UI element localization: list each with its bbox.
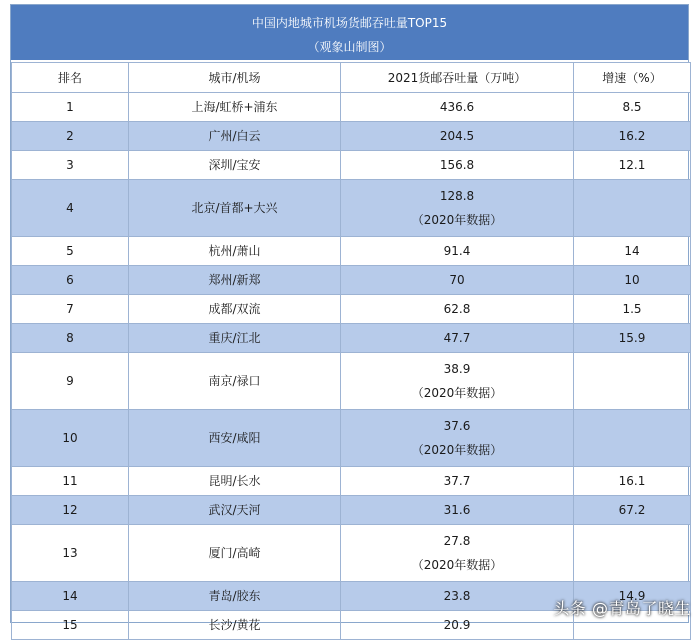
volume-value: 62.8 bbox=[443, 302, 471, 316]
volume-value: 31.6 bbox=[443, 503, 471, 517]
volume-value: 23.8 bbox=[443, 589, 471, 603]
table-frame bbox=[10, 4, 689, 632]
rank-cell: 15 bbox=[12, 611, 129, 640]
title-band bbox=[11, 5, 688, 62]
city-cell: 成都/双流 bbox=[129, 295, 341, 324]
volume-cell bbox=[341, 467, 574, 496]
growth-cell: 16.1 bbox=[574, 467, 691, 496]
table-row bbox=[12, 151, 691, 180]
city-cell: 广州/白云 bbox=[129, 122, 341, 151]
volume-cell bbox=[341, 582, 574, 611]
volume-value: 47.7 bbox=[443, 331, 471, 345]
table-body bbox=[12, 93, 691, 640]
volume-value: 91.4 bbox=[443, 244, 471, 258]
rank-cell: 2 bbox=[12, 122, 129, 151]
table-row bbox=[12, 324, 691, 353]
volume-note: （2020年数据） bbox=[411, 213, 503, 227]
volume-cell bbox=[341, 410, 574, 467]
table-row bbox=[12, 266, 691, 295]
growth-cell: 67.2 bbox=[574, 496, 691, 525]
city-cell: 北京/首都+大兴 bbox=[129, 180, 341, 237]
city-cell: 西安/咸阳 bbox=[129, 410, 341, 467]
rank-cell: 13 bbox=[12, 525, 129, 582]
table-subtitle: （观象山制图） bbox=[307, 40, 392, 54]
rank-cell: 10 bbox=[12, 410, 129, 467]
volume-value: 204.5 bbox=[439, 129, 475, 143]
growth-cell bbox=[574, 353, 691, 410]
table-row bbox=[12, 237, 691, 266]
volume-value: 128.8 bbox=[439, 189, 475, 203]
city-cell: 武汉/天河 bbox=[129, 496, 341, 525]
table-row bbox=[12, 295, 691, 324]
growth-cell: 14.9 bbox=[574, 582, 691, 611]
volume-cell bbox=[341, 496, 574, 525]
volume-note: （2020年数据） bbox=[411, 558, 503, 572]
rank-cell: 5 bbox=[12, 237, 129, 266]
volume-value: 20.9 bbox=[443, 618, 471, 632]
volume-cell bbox=[341, 93, 574, 122]
table-row bbox=[12, 467, 691, 496]
city-cell: 南京/禄口 bbox=[129, 353, 341, 410]
table-row bbox=[12, 93, 691, 122]
volume-cell bbox=[341, 525, 574, 582]
volume-cell bbox=[341, 295, 574, 324]
table-row bbox=[12, 410, 691, 467]
volume-cell bbox=[341, 611, 574, 640]
growth-cell bbox=[574, 410, 691, 467]
volume-value: 436.6 bbox=[439, 100, 475, 114]
city-cell: 青岛/胶东 bbox=[129, 582, 341, 611]
header-city: 城市/机场 bbox=[129, 63, 341, 93]
rank-cell: 14 bbox=[12, 582, 129, 611]
growth-cell: 14 bbox=[574, 237, 691, 266]
volume-cell bbox=[341, 266, 574, 295]
table-title: 中国内地城市机场货邮吞吐量TOP15 bbox=[251, 16, 448, 30]
volume-value: 27.8 bbox=[443, 534, 471, 548]
volume-cell bbox=[341, 122, 574, 151]
cargo-table bbox=[11, 62, 691, 640]
rank-cell: 4 bbox=[12, 180, 129, 237]
city-cell: 杭州/萧山 bbox=[129, 237, 341, 266]
volume-cell bbox=[341, 353, 574, 410]
rank-cell: 9 bbox=[12, 353, 129, 410]
growth-cell bbox=[574, 525, 691, 582]
volume-cell bbox=[341, 237, 574, 266]
volume-cell bbox=[341, 324, 574, 353]
city-cell: 厦门/高崎 bbox=[129, 525, 341, 582]
volume-cell bbox=[341, 151, 574, 180]
volume-value: 37.6 bbox=[443, 419, 471, 433]
table-row bbox=[12, 496, 691, 525]
rank-cell: 12 bbox=[12, 496, 129, 525]
growth-cell bbox=[574, 180, 691, 237]
growth-cell: 15.9 bbox=[574, 324, 691, 353]
city-cell: 深圳/宝安 bbox=[129, 151, 341, 180]
rank-cell: 3 bbox=[12, 151, 129, 180]
growth-cell: 8.5 bbox=[574, 93, 691, 122]
header-volume: 2021货邮吞吐量（万吨） bbox=[341, 63, 574, 93]
city-cell: 重庆/江北 bbox=[129, 324, 341, 353]
rank-cell: 8 bbox=[12, 324, 129, 353]
volume-value: 156.8 bbox=[439, 158, 475, 172]
table-row bbox=[12, 180, 691, 237]
header-row bbox=[12, 63, 691, 93]
rank-cell: 11 bbox=[12, 467, 129, 496]
rank-cell: 6 bbox=[12, 266, 129, 295]
header-rank: 排名 bbox=[12, 63, 129, 93]
city-cell: 郑州/新郑 bbox=[129, 266, 341, 295]
watermark: 头条 @青岛了晓生 bbox=[553, 599, 691, 618]
city-cell: 昆明/长水 bbox=[129, 467, 341, 496]
growth-cell: 16.2 bbox=[574, 122, 691, 151]
volume-cell bbox=[341, 180, 574, 237]
volume-value: 37.7 bbox=[443, 474, 471, 488]
table-row bbox=[12, 122, 691, 151]
table-row bbox=[12, 353, 691, 410]
city-cell: 长沙/黄花 bbox=[129, 611, 341, 640]
rank-cell: 7 bbox=[12, 295, 129, 324]
header-growth: 增速（%） bbox=[574, 63, 691, 93]
growth-cell: 12.1 bbox=[574, 151, 691, 180]
rank-cell: 1 bbox=[12, 93, 129, 122]
growth-cell: 1.5 bbox=[574, 295, 691, 324]
volume-note: （2020年数据） bbox=[411, 443, 503, 457]
city-cell: 上海/虹桥+浦东 bbox=[129, 93, 341, 122]
table-row bbox=[12, 525, 691, 582]
volume-value: 70 bbox=[449, 273, 465, 287]
volume-value: 38.9 bbox=[443, 362, 471, 376]
growth-cell: 10 bbox=[574, 266, 691, 295]
volume-note: （2020年数据） bbox=[411, 386, 503, 400]
